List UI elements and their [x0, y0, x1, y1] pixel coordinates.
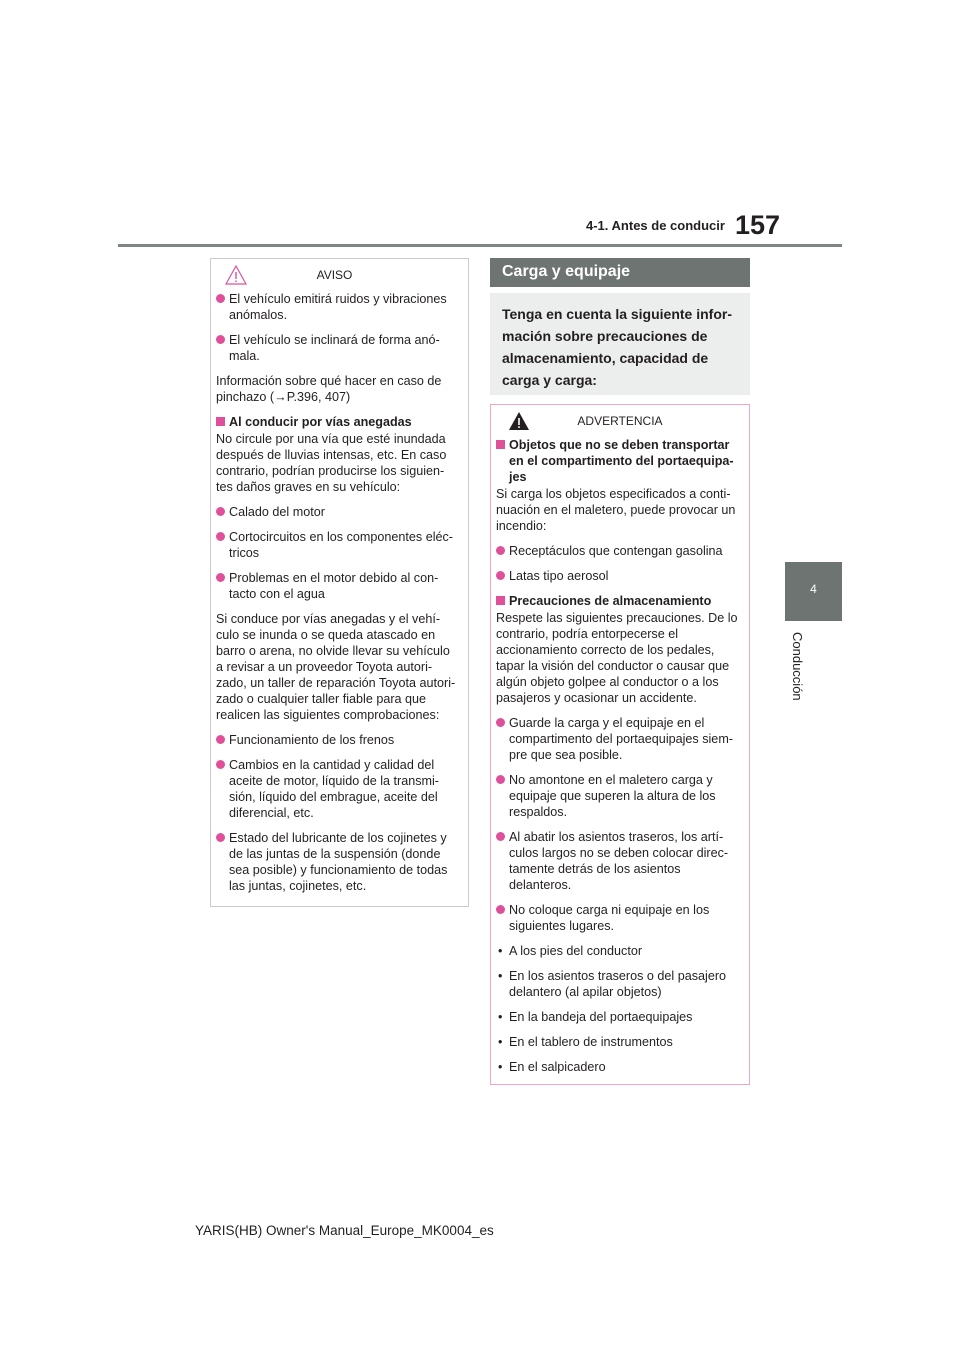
subheading: Al conducir por vías anegadas	[216, 414, 460, 430]
header-rule	[118, 244, 842, 247]
notice-title: AVISO	[316, 268, 353, 282]
paragraph: Si conduce por vías anegadas y el vehí-culo se inunda o se queda atascado en barro o arena, no olvide llevar su vehículo a revisar a un proveedor Toyota autori-zado, un taller de reparación Toyota autori-zado o cualquier taller fiable para que realicen las siguientes comprobaciones:	[216, 612, 456, 722]
warning-triangle-icon	[508, 411, 530, 431]
footer-text: YARIS(HB) Owner's Manual_Europe_MK0004_es	[195, 1223, 494, 1238]
warning-header	[491, 409, 749, 433]
list-item: Estado del lubricante de los cojinetes y de las juntas de la suspensión (donde sea posible) y funcionamiento de todas las juntas, cojinetes, etc.	[216, 830, 460, 894]
list-item: Funcionamiento de los frenos	[216, 732, 460, 748]
paragraph: No circule por una vía que esté inundada después de lluvias intensas, etc. En caso contrario, podrían producirse los siguien-tes daños graves en su vehículo:	[216, 432, 447, 494]
list-item: Problemas en el motor debido al con-tacto con el agua	[216, 570, 460, 602]
warning-box	[490, 404, 750, 1085]
caution-triangle-icon	[225, 265, 247, 285]
list-item: Cortocircuitos en los componentes eléc-tricos	[216, 529, 460, 561]
notice-body	[211, 287, 468, 894]
list-item: Latas tipo aerosol	[496, 568, 741, 584]
sub-list-item: • En el salpicadero	[496, 1059, 741, 1075]
paragraph: Información sobre qué hacer en caso de pinchazo (→P.396, 407)	[216, 374, 442, 404]
subheading: Precauciones de almacenamiento	[496, 593, 741, 609]
notice-header	[211, 263, 468, 287]
sub-list-item: • En el tablero de instrumentos	[496, 1034, 741, 1050]
list-item: No coloque carga ni equipaje en los siguientes lugares.	[496, 902, 741, 934]
warning-title: ADVERTENCIA	[577, 414, 663, 428]
section-intro: Tenga en cuenta la siguiente infor-mación sobre precauciones de almacenamiento, capacidad de carga y carga:	[490, 293, 750, 395]
list-item: Receptáculos que contengan gasolina	[496, 543, 741, 559]
chapter-label: Conducción	[790, 632, 805, 701]
section-header: 4-1. Antes de conducir	[586, 218, 725, 233]
paragraph: Respete las siguientes precauciones. De lo contrario, podría entorpecerse el accionamiento correcto de los pedales, tapar la visión del conductor o causar que algún objeto golpee al conductor o a los pasajeros y ocasionar un accidente.	[496, 611, 738, 705]
list-item: El vehículo se inclinará de forma anó-mala.	[216, 332, 460, 364]
notice-box	[210, 258, 469, 907]
subheading: Objetos que no se deben transportar en el compartimento del portaequipa-jes	[496, 437, 741, 485]
page-number: 157	[735, 210, 781, 240]
warning-body	[491, 433, 749, 1075]
list-item: Cambios en la cantidad y calidad del aceite de motor, líquido de la transmi-sión, líquido del embrague, aceite del diferencial, etc.	[216, 757, 460, 821]
chapter-number: 4	[810, 582, 817, 596]
list-item: Guarde la carga y el equipaje en el compartimento del portaequipajes siem-pre que sea posible.	[496, 715, 741, 763]
sub-list-item: • A los pies del conductor	[496, 943, 741, 959]
sub-list-item: • En los asientos traseros o del pasajero delantero (al apilar objetos)	[496, 968, 741, 1000]
paragraph: Si carga los objetos especificados a conti-nuación en el maletero, puede provocar un incendio:	[496, 487, 736, 533]
section-title: Carga y equipaje	[490, 258, 750, 287]
list-item: El vehículo emitirá ruidos y vibraciones anómalos.	[216, 291, 460, 323]
list-item: Calado del motor	[216, 504, 460, 520]
sub-list-item: • En la bandeja del portaequipajes	[496, 1009, 741, 1025]
list-item: No amontone en el maletero carga y equipaje que superen la altura de los respaldos.	[496, 772, 741, 820]
list-item: Al abatir los asientos traseros, los artí-culos largos no se deben colocar direc-tamente detrás de los asientos delanteros.	[496, 829, 741, 893]
